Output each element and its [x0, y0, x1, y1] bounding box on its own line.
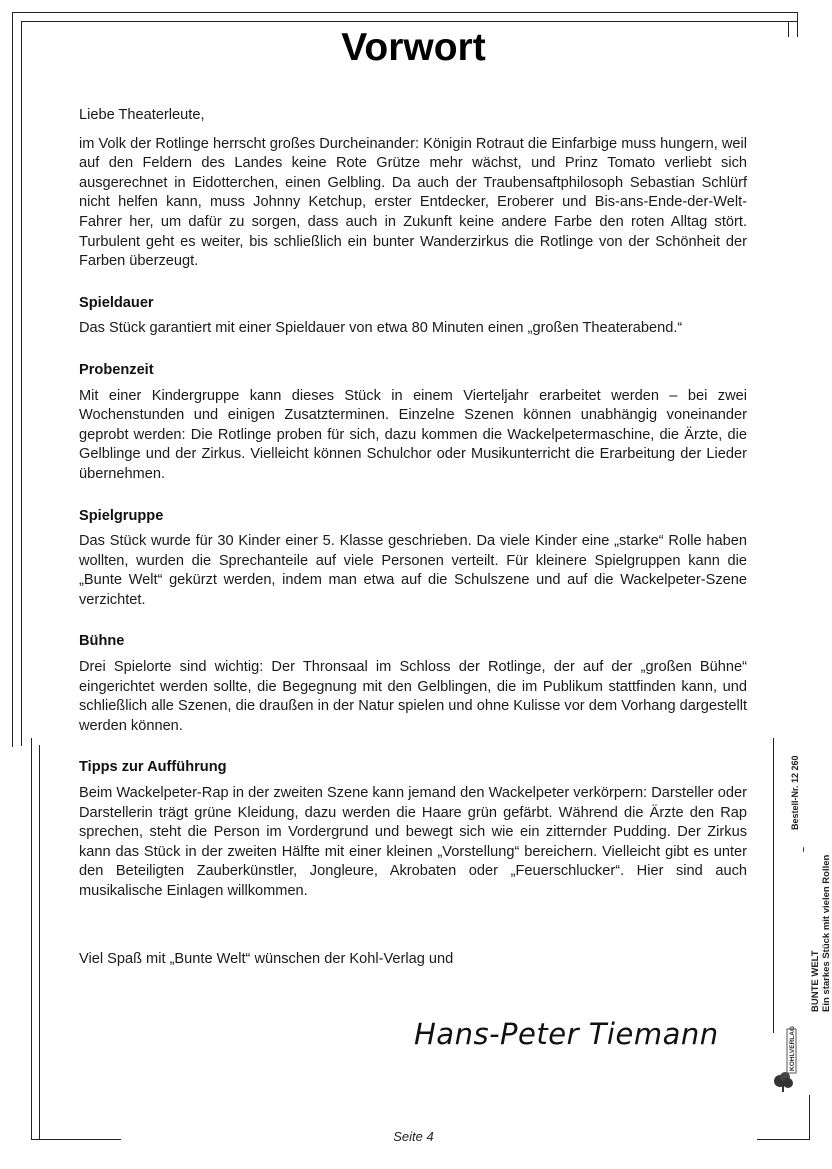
greeting: Liebe Theaterleute, [79, 107, 205, 123]
section-heading-tipps: Tipps zur Aufführung [79, 759, 227, 776]
intro-paragraph: im Volk der Rotlinge herrscht großes Durcheinander: Königin Rotraut die Einfarbige muss hungern, weil auf den Feldern des Landes keine Rote Grütze mehr wächst, und Prinz Tomato verliebt sich ausgerechnet in Eidotterchen, einen Gelbling. Da auch der Traubensaftphilosoph Sebastian Schlürf nicht helfen kann, muss Johnny Ketchup, erster Entdecker, Eroberer und Bis-ans-Ende-der-Welt-Fahrer her, um dafür zu sorgen, dass auch in Zukunft keine andere Farbe den roten Alltag stört. Turbulent geht es weiter, bis schließlich ein bunter Wanderzirkus die Rotlinge von der Schönheit der Farben überzeugt. [79, 135, 747, 270]
closing-line: Viel Spaß mit „Bunte Welt“ wünschen der Kohl-Verlag und [79, 951, 454, 967]
order-number-value: Bestell-Nr. 12 260 [790, 755, 800, 830]
sidebar-subtitle-line: Ein starkes Stück mit vielen Rollen [821, 854, 832, 1012]
sidebar-order-number-text [790, 730, 800, 830]
frame-left-line [12, 12, 13, 747]
section-heading-spieldauer: Spieldauer [79, 294, 154, 311]
publisher-logo [770, 1025, 800, 1095]
publisher-logo-text: KOHLVERLAG [789, 1025, 796, 1071]
frame-bottom-left-vertical [31, 738, 32, 1140]
section-text-buehne: Drei Spielorte sind wichtig: Der Thronsaal im Schloss der Rotlinge, der auf der „großen Bühne“ eingerichtet werden sollte, die Begegnung mit den Gelblingen, die im Publikum stattfinden kann, und schließlich alle Szenen, die draußen in der Natur spielen und ohne Kulisse vor dem Vorhang dargestellt werden können. [79, 659, 747, 734]
section-text-spieldauer: Das Stück garantiert mit einer Spieldauer von etwa 80 Minuten einen „großen Theaterabend.“ [79, 320, 683, 337]
section-heading-buehne: Bühne [79, 633, 125, 650]
section-heading-probenzeit: Probenzeit [79, 361, 154, 378]
sidebar-book-title [810, 742, 832, 1012]
frame-top-line-inner [21, 21, 797, 22]
author-signature: Hans-Peter Tiemann [414, 1017, 719, 1051]
section-text-probenzeit: Mit einer Kindergruppe kann dieses Stück in einem Vierteljahr erarbeitet werden – bei zwei Wochenstunden und einigen Zusatzterminen. Einzelne Szenen können unabhängig voneinander geprobt werden: Die Rotlinge proben für sich, dazu kommen die Wackelpetermaschine, die Ärzte, die Gelblinge und der Zirkus. Vielleicht können Schulchor oder Musikunterricht die Erarbeitung der Lieder übernehmen. [79, 387, 747, 482]
main-content [79, 106, 747, 902]
section-heading-spielgruppe: Spielgruppe [79, 507, 164, 524]
section-text-spielgruppe: Das Stück wurde für 30 Kinder einer 5. Klasse geschrieben. Da viele Kinder eine „starke“ Rolle haben wollten, wurden die Sprechanteile auf viele Personen verteilt. Für kleinere Spielgruppen kann die „Bunte Welt“ gekürzt werden, indem man etwa auf die Schulszene und auf die Wackelpeter-Szene verzichtet. [79, 533, 747, 608]
page-title: Vorwort [341, 26, 486, 69]
page-number: Seite 4 [393, 1129, 434, 1144]
frame-bottom-left-vertical-inner [39, 745, 40, 1140]
sidebar-title-line: BUNTE WELT [810, 950, 821, 1012]
sidebar-divider-line [773, 738, 774, 1033]
sidebar-separator: – [798, 846, 808, 852]
tree-logo-icon [770, 1025, 800, 1095]
section-text-tipps: Beim Wackelpeter-Rap in der zweiten Szene kann jemand den Wackelpeter verkörpern: Darsteller oder Darstellerin trägt grüne Kleidung, dazu werden die Haare grün gefärbt. Während die Ärzte den Rap sprechen, steht die Person im Vordergrund und bewegt sich wie ein zitternder Pudding. Der Zirkus kann das Stück in der zweiten Hälfte mit einer kleinen „Vorstellung“ bereichern. Vielleicht gibt es unter den Beteiligten Zauberkünstler, Jongleure, Akrobaten oder „Feuerschlucker“. Hier sind auch musikalische Einlagen willkommen. [79, 785, 747, 899]
frame-top-line [12, 12, 797, 13]
frame-left-line-inner [21, 21, 22, 746]
